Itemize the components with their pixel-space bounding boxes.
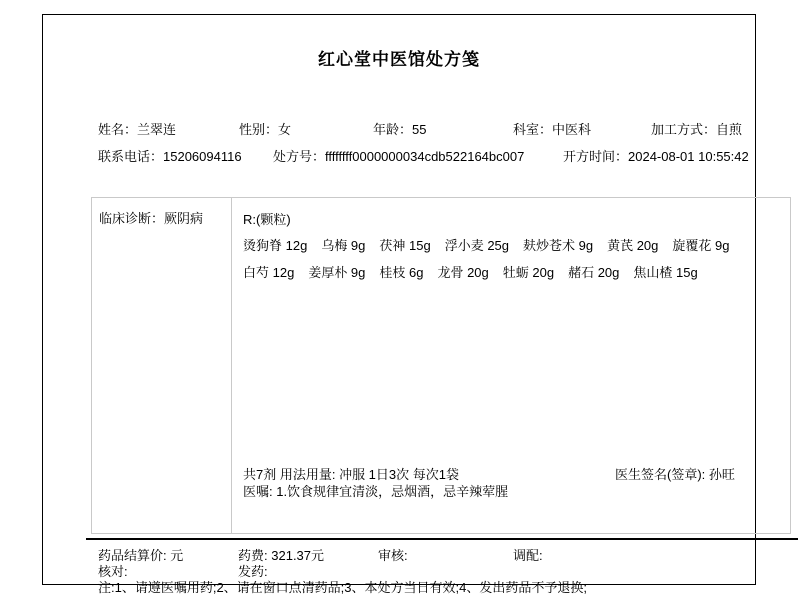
herb-item: 麸炒苍术 9g — [523, 238, 594, 253]
processing-label: 加工方式： — [651, 122, 717, 137]
prescription-table — [91, 197, 791, 534]
field-patient-gender — [239, 119, 291, 138]
diagnosis-cell — [92, 198, 232, 533]
phone-value: 15206094116 — [163, 149, 242, 164]
footer-note: 注:1、请遵医嘱用药;2、请在窗口点清药品;3、本处方当日有效;4、发出药品不予退换; — [98, 580, 587, 595]
herb-item: 茯神 15g — [379, 238, 431, 253]
rx-form-label: R:(颗粒) — [243, 212, 291, 227]
patient-age-value: 55 — [412, 122, 427, 137]
herb-item: 牡蛎 20g — [502, 265, 555, 280]
time-value: 2024-08-01 10:55:42 — [628, 149, 749, 164]
prepare-label: 调配: — [513, 548, 543, 563]
field-prescription-number — [273, 146, 524, 165]
patient-age-label: 年龄： — [373, 122, 413, 137]
rx-no-value: ffffffff0000000034cdb522164bc007 — [325, 149, 525, 164]
department-label: 科室： — [513, 122, 553, 137]
patient-gender-label: 性别： — [239, 122, 279, 137]
herb-item: 黄芪 20g — [607, 238, 659, 253]
processing-value: 自煎 — [716, 122, 743, 137]
herb-item: 旋覆花 9g — [672, 238, 730, 253]
page-title: 红心堂中医馆处方笺 — [318, 50, 480, 69]
time-label: 开方时间： — [563, 149, 629, 164]
patient-gender-value: 女 — [278, 122, 292, 137]
herb-item: 乌梅 9g — [321, 238, 366, 253]
medicine-fee-value: 321.37元 — [271, 548, 325, 563]
field-prescription-time — [563, 146, 749, 165]
field-patient-age — [373, 119, 426, 138]
settle-price-value: 元 — [170, 548, 184, 563]
prescription-sheet — [42, 14, 756, 595]
doctor-signature-name: 孙旺 — [708, 467, 735, 482]
herb-list — [243, 232, 795, 286]
advice-line: 医嘱: 1.饮食规律宜清淡，忌烟酒，忌辛辣荤腥 — [243, 484, 509, 499]
patient-name-value: 兰翠连 — [137, 122, 177, 137]
herb-item: 浮小麦 25g — [444, 238, 510, 253]
field-department — [513, 119, 591, 138]
herb-item: 姜厚朴 9g — [308, 265, 366, 280]
herb-item: 龙骨 20g — [437, 265, 489, 280]
check-label: 核对: — [98, 564, 128, 579]
review-label: 审核: — [378, 548, 408, 563]
doctor-signature-label: 医生签名(签章): — [615, 467, 706, 482]
field-patient-name — [98, 119, 176, 138]
rx-no-label: 处方号： — [273, 149, 326, 164]
phone-label: 联系电话： — [98, 149, 164, 164]
dispense-label: 发药: — [238, 564, 268, 579]
medicine-fee-label: 药费: — [238, 548, 268, 563]
herb-item: 白芍 12g — [243, 265, 295, 280]
department-value: 中医科 — [552, 122, 592, 137]
herb-item: 赭石 20g — [568, 265, 620, 280]
patient-name-label: 姓名： — [98, 122, 138, 137]
doctor-signature — [615, 464, 735, 483]
footer-divider — [86, 538, 798, 540]
field-phone — [98, 146, 242, 165]
field-review — [378, 545, 408, 564]
herb-item: 焦山楂 15g — [633, 265, 698, 280]
usage-line: 共7剂 用法用量: 冲服 1日3次 每次1袋 — [243, 467, 459, 482]
rx-content-cell — [233, 198, 790, 533]
field-processing-method — [651, 119, 742, 138]
herb-item: 烫狗脊 12g — [243, 238, 308, 253]
herb-item: 桂枝 6g — [379, 265, 424, 280]
diagnosis-value: 厥阴病 — [164, 211, 204, 226]
diagnosis-label: 临床诊断： — [99, 211, 165, 226]
field-prepare — [513, 545, 543, 564]
settle-price-label: 药品结算价: — [98, 548, 167, 563]
